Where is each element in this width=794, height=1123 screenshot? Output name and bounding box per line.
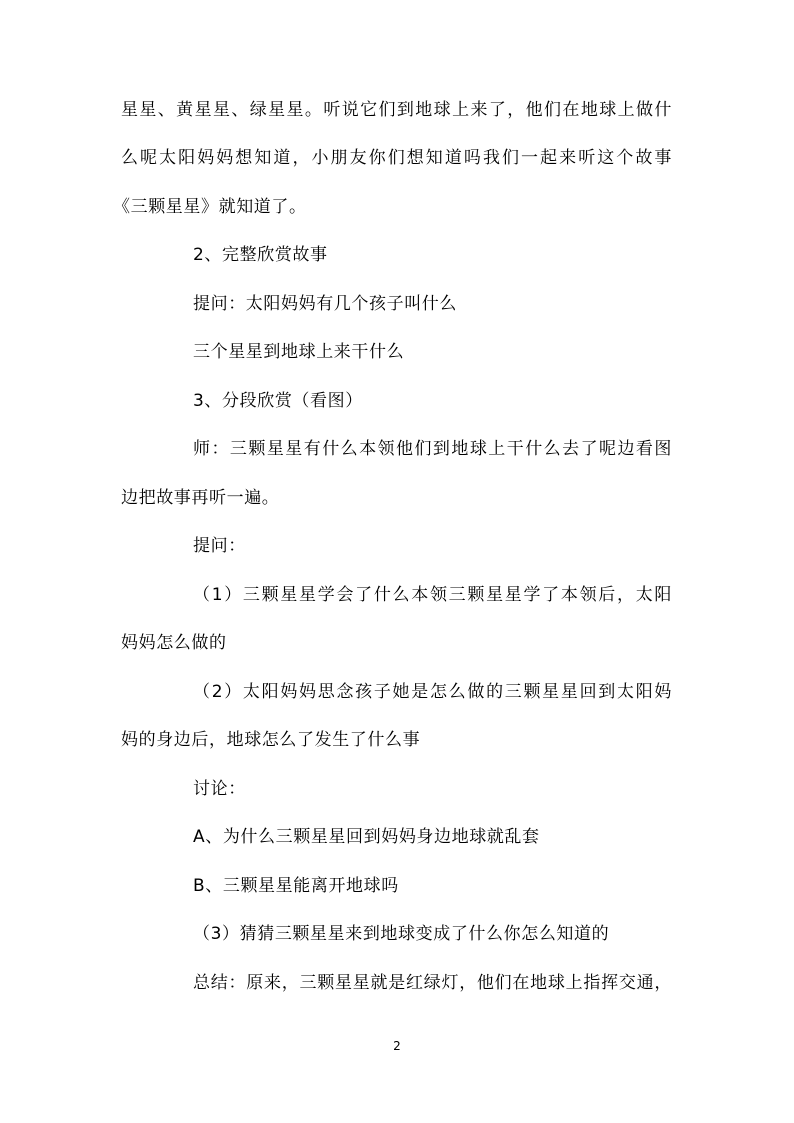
page-number: 2: [393, 1039, 401, 1053]
question-line-1: 提问：太阳妈妈有几个孩子叫什么: [193, 294, 457, 314]
question-2-line-0: （2）太阳妈妈思念孩子她是怎么做的三颗星星回到太阳妈: [193, 682, 672, 702]
teacher-line-0: 师：三颗星星有什么本领他们到地球上干什么去了呢边看图: [193, 439, 672, 459]
summary-line: 总结：原来，三颗星星就是红绿灯，他们在地球上指挥交通，: [193, 973, 672, 993]
question-label: 提问：: [193, 536, 246, 556]
question-2-line-1: 妈的身边后，地球怎么了发生了什么事: [121, 730, 421, 750]
question-line-2: 三个星星到地球上来干什么: [193, 342, 405, 362]
section-heading-2: 2、完整欣赏故事: [193, 245, 328, 265]
question-1-line-1: 妈妈怎么做的: [121, 633, 227, 653]
paragraph-0-line-2: 《三颗星星》就知道了。: [113, 197, 307, 217]
discussion-label: 讨论：: [193, 779, 246, 799]
question-3: （3）猜猜三颗星星来到地球变成了什么你怎么知道的: [193, 924, 610, 944]
paragraph-0-line-1: 么呢太阳妈妈想知道，小朋友你们想知道吗我们一起来听这个故事: [121, 148, 672, 168]
discussion-a: A、为什么三颗星星回到妈妈身边地球就乱套: [193, 827, 540, 847]
teacher-line-1: 边把故事再听一遍。: [121, 488, 280, 508]
discussion-b: B、三颗星星能离开地球吗: [193, 876, 399, 896]
question-1-line-0: （1）三颗星星学会了什么本领三颗星星学了本领后，太阳: [193, 585, 672, 605]
section-heading-3: 3、分段欣赏（看图）: [193, 391, 363, 411]
paragraph-0-line-0: 星星、黄星星、绿星星。听说它们到地球上来了，他们在地球上做什: [121, 100, 672, 120]
